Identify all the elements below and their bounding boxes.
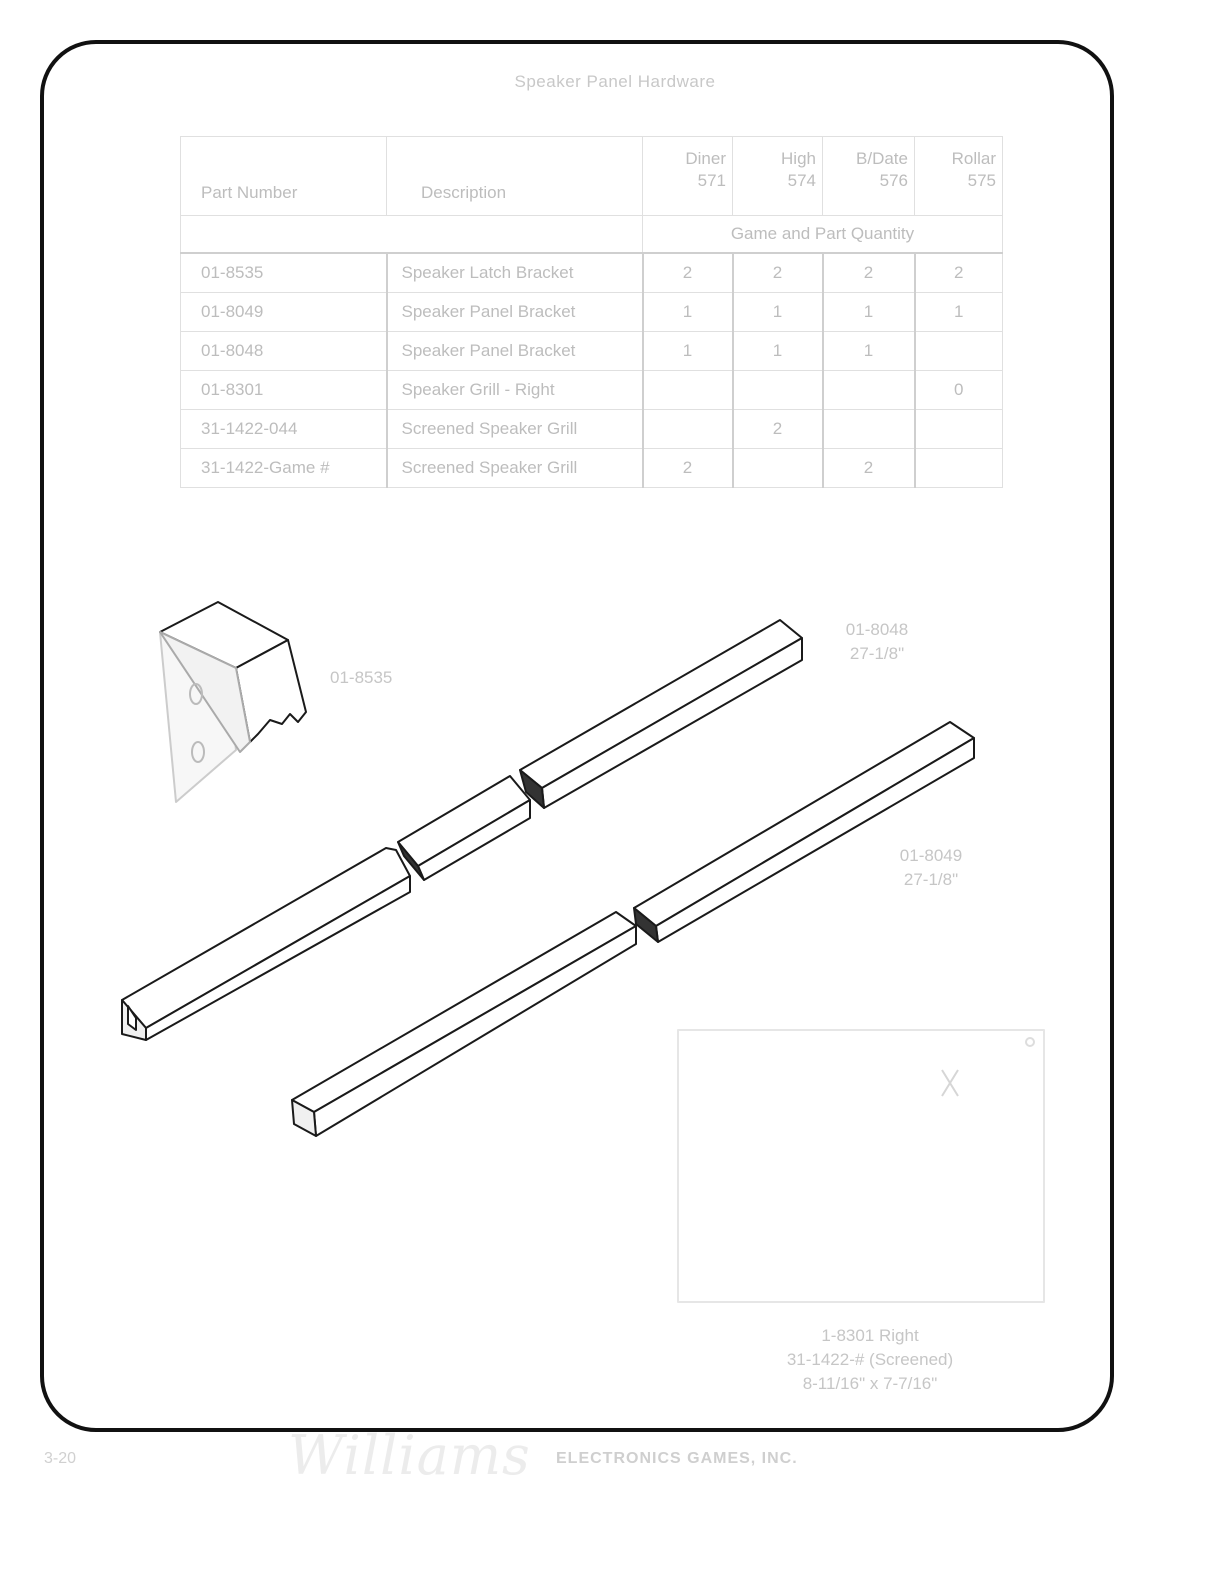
latch-bracket-drawing	[160, 602, 306, 802]
upper-rail-label: 01-8048 27-1/8"	[845, 620, 909, 663]
part-number-cell: 01-8535	[181, 253, 387, 293]
col-header-part-number: Part Number	[181, 137, 387, 216]
footer-company-name: ELECTRONICS GAMES, INC.	[556, 1450, 798, 1467]
part-number-cell: 31-1422-044	[181, 410, 387, 449]
quantity-cell: 2	[823, 253, 915, 293]
col-header-game: High 574	[733, 137, 823, 216]
quantity-cell: 2	[733, 410, 823, 449]
quantity-cell: 1	[733, 332, 823, 371]
quantity-cell: 2	[733, 253, 823, 293]
speaker-grill-label: 1-8301 Right 31-1422-# (Screened) 8-11/16" x 7-7/16"	[786, 1326, 954, 1393]
col-header-game: Rollar 575	[915, 137, 1003, 216]
col-header-game: Diner 571	[643, 137, 733, 216]
col-header-description: Description	[387, 137, 643, 216]
part-number-cell: 01-8048	[181, 332, 387, 371]
part-number-cell: 01-8049	[181, 293, 387, 332]
quantity-cell: 1	[643, 332, 733, 371]
footer-page-number: 3-20	[44, 1450, 77, 1467]
quantity-cell: 1	[733, 293, 823, 332]
lower-rail-label: 01-8049 27-1/8"	[899, 846, 963, 889]
description-cell: Speaker Panel Bracket	[387, 293, 643, 332]
description-cell: Speaker Latch Bracket	[387, 253, 643, 293]
quantity-cell: 2	[643, 449, 733, 488]
description-cell: Screened Speaker Grill	[387, 449, 643, 488]
col-header-game: B/Date 576	[823, 137, 915, 216]
quantity-caption: Game and Part Quantity	[643, 216, 1003, 254]
quantity-cell: 0	[915, 371, 1003, 410]
description-cell: Screened Speaker Grill	[387, 410, 643, 449]
page-title: Speaker Panel Hardware	[514, 72, 716, 91]
quantity-cell: 2	[915, 253, 1003, 293]
williams-logo: Williams	[288, 1424, 531, 1487]
part-number-cell: 31-1422-Game #	[181, 449, 387, 488]
quantity-cell: 2	[823, 449, 915, 488]
description-cell: Speaker Panel Bracket	[387, 332, 643, 371]
quantity-cell: 1	[915, 293, 1003, 332]
description-cell: Speaker Grill - Right	[387, 371, 643, 410]
quantity-cell: 1	[823, 293, 915, 332]
quantity-cell: 1	[823, 332, 915, 371]
part-number-cell: 01-8301	[181, 371, 387, 410]
quantity-cell: 2	[643, 253, 733, 293]
latch-bracket-label: 01-8535	[330, 668, 393, 687]
quantity-cell: 1	[643, 293, 733, 332]
speaker-grill-drawing	[678, 1030, 1044, 1302]
